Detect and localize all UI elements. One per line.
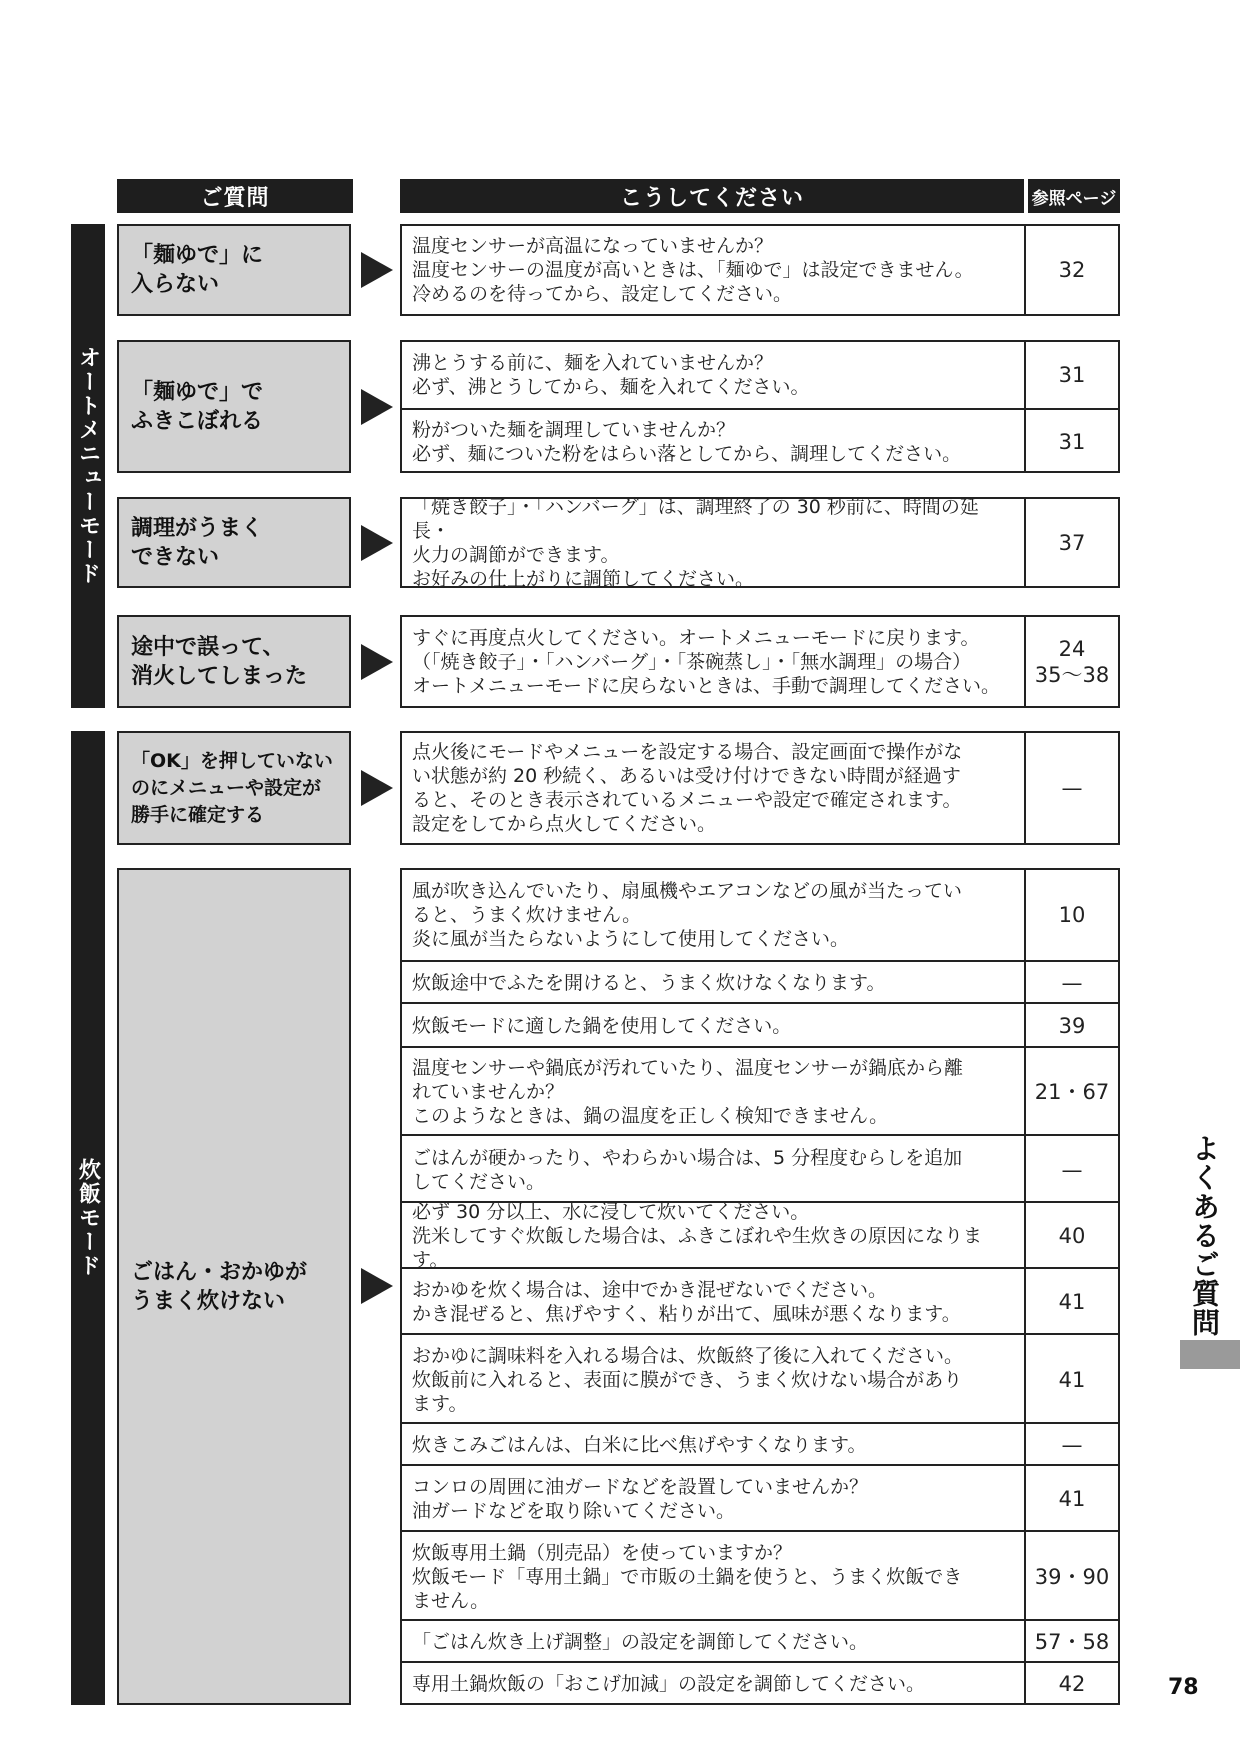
reference-page-cell	[1026, 1048, 1118, 1136]
answer-row	[402, 1333, 1118, 1424]
answer-text-cell	[402, 733, 1026, 843]
reference-page-cell	[1026, 962, 1118, 1004]
answer-text-cell	[402, 1136, 1026, 1203]
reference-page: 39	[1058, 1014, 1086, 1038]
reference-page: —	[1061, 1157, 1083, 1182]
answer-row	[402, 226, 1118, 314]
section-label: 炊飯モード	[75, 1158, 101, 1278]
answer-row	[402, 733, 1118, 843]
answer-row	[402, 1267, 1118, 1335]
reference-page: 41	[1058, 1367, 1086, 1392]
answer-text-cell	[402, 1335, 1026, 1424]
answer-text-cell	[402, 1269, 1026, 1335]
answer-text: コンロの周囲に油ガードなどを設置していませんか？ 油ガードなどを取り除いてください。	[412, 1476, 869, 1522]
side-index-tab	[1180, 1134, 1228, 1337]
reference-page: 37	[1058, 530, 1086, 555]
answer-row	[402, 870, 1118, 960]
answer-group	[400, 615, 1120, 708]
answer-text: おかゆを炊く場合は、途中でかき混ぜないでください。 かき混ぜると、焦げやすく、粘りが出て、風味が悪くなります。	[412, 1279, 961, 1325]
reference-page: 41	[1058, 1290, 1086, 1314]
reference-page-cell	[1026, 1663, 1118, 1705]
side-tab-label: よくあるご質問	[1188, 1134, 1221, 1337]
question-box	[117, 868, 351, 1705]
arrow-right-icon	[361, 1268, 393, 1304]
answer-text: 専用土鍋炊飯の「おこげ加減」の設定を調節してください。	[412, 1673, 926, 1695]
header-answer: こうしてください	[400, 179, 1024, 213]
answer-text-cell	[402, 1663, 1026, 1705]
reference-page-cell	[1026, 870, 1118, 960]
reference-page-cell	[1026, 1532, 1118, 1621]
page-number: 78	[1168, 1675, 1199, 1700]
answer-text-cell	[402, 1203, 1026, 1269]
reference-page: 24 35〜38	[1034, 636, 1110, 687]
question-text: ごはん・おかゆが うまく炊けない	[131, 1259, 308, 1314]
reference-page: 41	[1058, 1487, 1086, 1511]
reference-page: 57・58	[1034, 1630, 1110, 1654]
answer-text: 粉がついた麺を調理していませんか？ 必ず、麺についた粉をはらい落としてから、調理してください。	[412, 418, 962, 465]
reference-page: 42	[1058, 1672, 1086, 1696]
answer-text-cell	[402, 1004, 1026, 1048]
answer-text: 沸とうする前に、麺を入れていませんか？ 必ず、沸とうしてから、麺を入れてください。	[412, 352, 810, 398]
header-reference-page: 参照ページ	[1028, 179, 1120, 213]
answer-text-cell	[402, 1424, 1026, 1466]
answer-text-cell	[402, 870, 1026, 960]
answer-row	[402, 408, 1118, 473]
answer-row	[402, 1046, 1118, 1136]
question-text: 「OK」を押していない のにメニューや設定が 勝手に確定する	[131, 749, 333, 826]
answer-text: 点火後にモードやメニューを設定する場合、設定画面で操作がな い状態が約 20 秒続く、あるいは受け付けできない時間が経過す ると、そのとき表示されているメニューや設定で確定されます。 設定をしてから点火してください。	[412, 741, 963, 835]
answer-text: すぐに再度点火してください。オートメニューモードに戻ります。 （「焼き餃子」・「ハンバーグ」・「茶碗蒸し」・「無水調理」の場合） オートメニューモードに戻らないときは、手動で調理してください。	[412, 626, 1001, 697]
reference-page-cell	[1026, 1004, 1118, 1048]
reference-page-cell	[1026, 1203, 1118, 1269]
question-box	[117, 340, 351, 473]
answer-text: 炊飯途中でふたを開けると、うまく炊けなくなります。	[412, 972, 886, 994]
answer-text-cell	[402, 617, 1026, 706]
reference-page-cell	[1026, 1621, 1118, 1663]
reference-page: —	[1061, 971, 1083, 995]
reference-page: 32	[1058, 258, 1086, 282]
side-tab-marker	[1180, 1340, 1240, 1369]
reference-page: 39・90	[1034, 1564, 1110, 1589]
reference-page-cell	[1026, 733, 1118, 843]
answer-row	[402, 1002, 1118, 1048]
arrow-right-icon	[361, 389, 393, 425]
answer-text-cell	[402, 495, 1026, 590]
answer-row	[402, 1134, 1118, 1203]
answer-row	[402, 342, 1118, 408]
reference-page-cell	[1026, 499, 1118, 586]
answer-row	[402, 1201, 1118, 1269]
section-label: オートメニューモード	[75, 346, 101, 586]
question-text: 途中で誤って、 消火してしまった	[131, 634, 308, 689]
answer-row	[402, 1530, 1118, 1621]
answer-text-cell	[402, 226, 1026, 314]
reference-page: 40	[1058, 1224, 1086, 1248]
answer-row	[402, 1464, 1118, 1532]
reference-page: —	[1061, 776, 1083, 800]
question-box	[117, 615, 351, 708]
reference-page-cell	[1026, 410, 1118, 473]
answer-text: ごはんが硬かったり、やわらかい場合は、5 分程度むらしを追加 してください。	[412, 1146, 963, 1193]
answer-group	[400, 340, 1120, 473]
answer-row	[402, 1619, 1118, 1663]
answer-text-cell	[402, 1048, 1026, 1136]
reference-page-cell	[1026, 342, 1118, 408]
answer-text: 炊飯モードに適した鍋を使用してください。	[412, 1015, 792, 1037]
question-box	[117, 224, 351, 316]
answer-text: おかゆに調味料を入れる場合は、炊飯終了後に入れてください。 炊飯前に入れると、表面に膜ができ、うまく炊けない場合があり ます。	[412, 1344, 964, 1415]
arrow-right-icon	[361, 770, 393, 806]
answer-row	[402, 1422, 1118, 1466]
answer-row	[402, 495, 1118, 590]
reference-page-cell	[1026, 1269, 1118, 1335]
arrow-right-icon	[361, 644, 393, 680]
answer-text: 「ごはん炊き上げ調整」の設定を調節してください。	[412, 1631, 869, 1653]
answer-text: 炊きこみごはんは、白米に比べ焦げやすくなります。	[412, 1434, 867, 1456]
question-box	[117, 497, 351, 588]
answer-text: 炊飯専用土鍋（別売品）を使っていますか？ 炊飯モード「専用土鍋」で市販の土鍋を使うと、うまく炊飯でき ません。	[412, 1541, 963, 1612]
reference-page-cell	[1026, 1424, 1118, 1466]
arrow-right-icon	[361, 525, 393, 561]
answer-text: 必ず 30 分以上、水に浸して炊いてください。 洗米してすぐ炊飯した場合は、ふきこぼれや生炊きの原因になります。	[412, 1201, 983, 1271]
question-text: 調理がうまく できない	[131, 515, 264, 570]
answer-text-cell	[402, 1621, 1026, 1663]
reference-page: 21・67	[1034, 1080, 1110, 1104]
answer-row	[402, 617, 1118, 706]
answer-row	[402, 960, 1118, 1004]
answer-group	[400, 224, 1120, 316]
answer-text: 温度センサーが高温になっていませんか？ 温度センサーの温度が高いときは、「麺ゆで」は設定できません。 冷めるのを待ってから、設定してください。	[412, 235, 974, 305]
question-text: 「麺ゆで」に 入らない	[131, 243, 264, 297]
reference-page: 31	[1058, 429, 1086, 454]
question-text: 「麺ゆで」で ふきこぼれる	[131, 379, 264, 434]
section-rice-mode	[71, 731, 105, 1705]
reference-page-cell	[1026, 1466, 1118, 1532]
answer-text-cell	[402, 1532, 1026, 1621]
reference-page: —	[1061, 1433, 1083, 1457]
header-question: ご質問	[117, 179, 353, 213]
answer-row	[402, 1661, 1118, 1705]
answer-group	[400, 868, 1120, 1705]
answer-text-cell	[402, 1466, 1026, 1532]
answer-text-cell	[402, 410, 1026, 473]
answer-text: 「焼き餃子」・「ハンバーグ」は、調理終了の 30 秒前に、時間の延長・ 火力の調節ができます。 お好みの仕上がりに調節してください。	[412, 495, 979, 590]
question-box	[117, 731, 351, 845]
answer-text: 温度センサーや鍋底が汚れていたり、温度センサーが鍋底から離 れていませんか？ このようなときは、鍋の温度を正しく検知できません。	[412, 1057, 964, 1127]
answer-text-cell	[402, 342, 1026, 408]
reference-page: 10	[1058, 903, 1086, 927]
reference-page-cell	[1026, 1136, 1118, 1203]
answer-group	[400, 497, 1120, 588]
reference-page-cell	[1026, 1335, 1118, 1424]
answer-group	[400, 731, 1120, 845]
reference-page-cell	[1026, 617, 1118, 706]
section-auto-menu-mode	[71, 224, 105, 708]
answer-text: 風が吹き込んでいたり、扇風機やエアコンなどの風が当たってい ると、うまく炊けません。 炎に風が当たらないようにして使用してください。	[412, 880, 963, 950]
reference-page: 31	[1058, 363, 1086, 387]
reference-page-cell	[1026, 226, 1118, 314]
arrow-right-icon	[361, 252, 393, 288]
answer-text-cell	[402, 962, 1026, 1004]
